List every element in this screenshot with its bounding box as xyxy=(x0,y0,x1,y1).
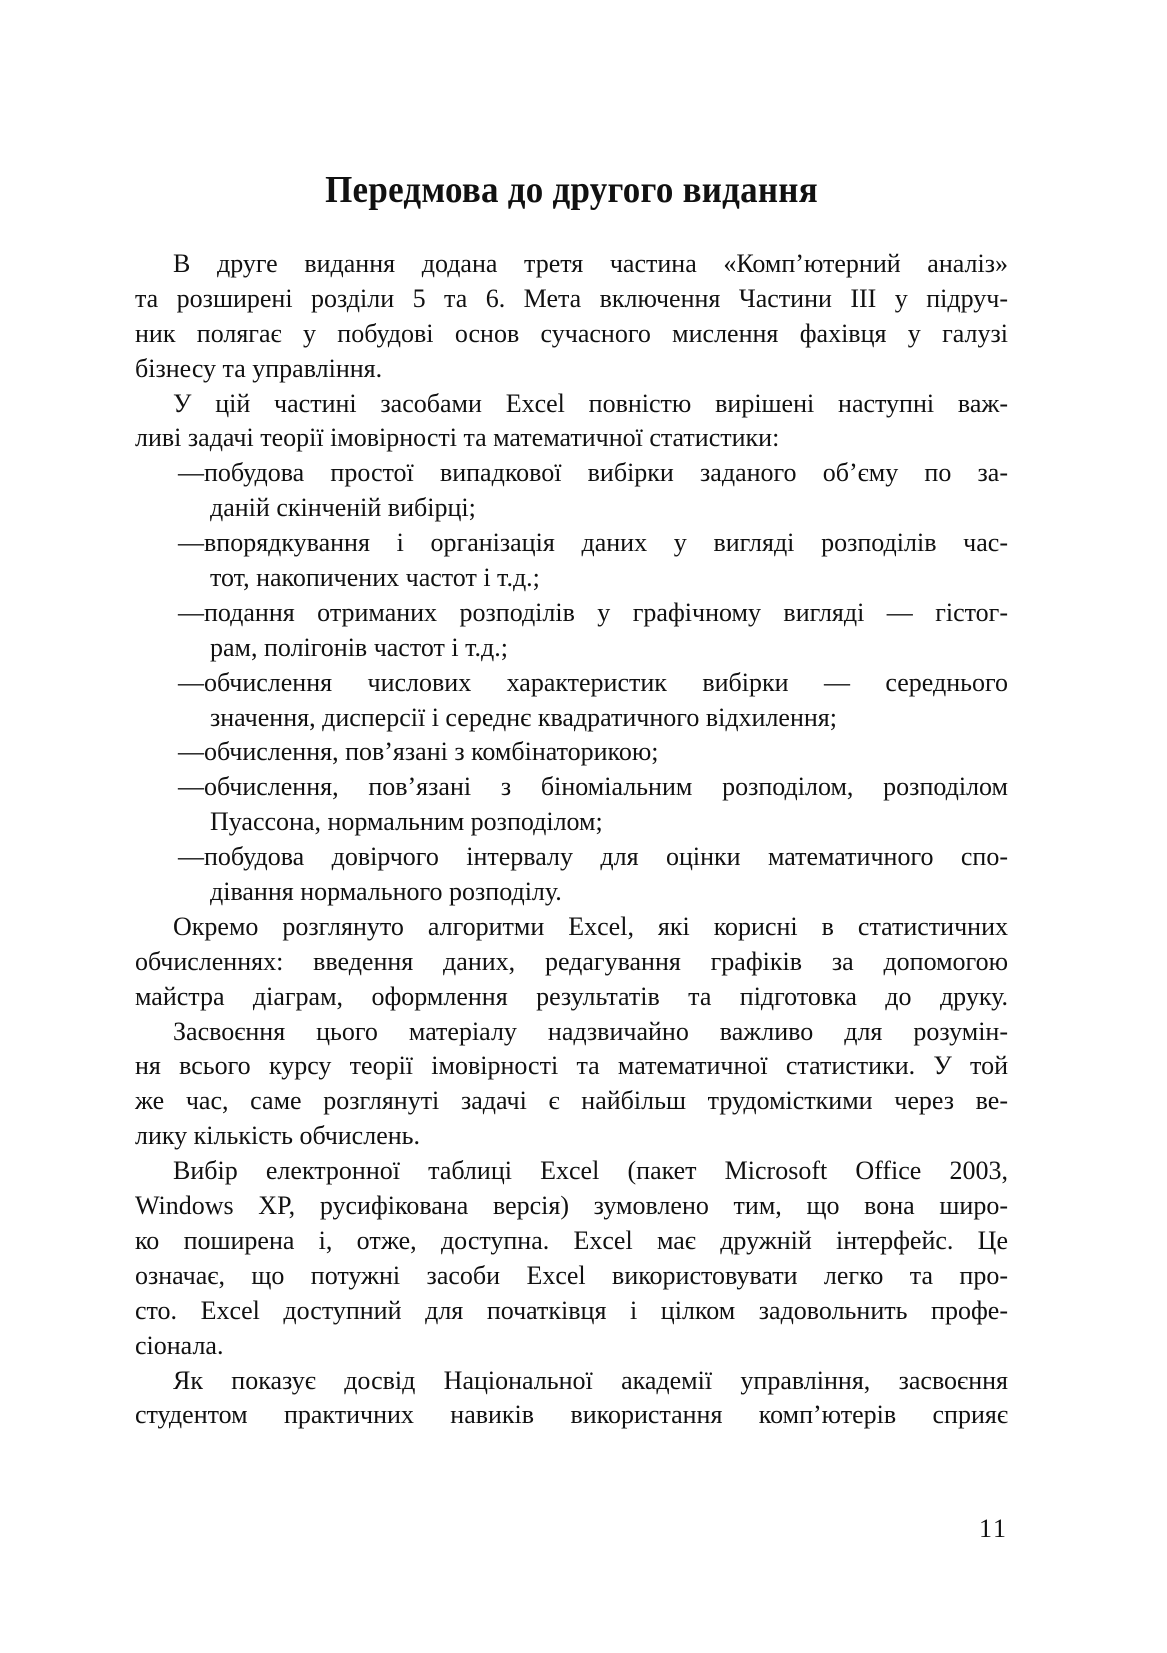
dash-bullet-icon: — xyxy=(178,772,204,802)
text-line: студентом практичних навиків використання комп’ютерів сприяє xyxy=(135,1400,1008,1430)
text-line: Як показує досвід Національної академії управління, засвоєння xyxy=(173,1365,1008,1395)
text-line: сіонала. xyxy=(135,1330,224,1360)
text-line: ник полягає у побудові основ сучасного мислення фахівця у галузі xyxy=(135,318,1008,348)
list-item-continuation: рам, полігонів частот і т.д.; xyxy=(210,632,508,662)
text-line: лику кількість обчислень. xyxy=(135,1121,421,1151)
dash-bullet-icon: — xyxy=(178,597,204,627)
page-title: Передмова до другого видання xyxy=(325,169,818,211)
text-line: В друге видання додана третя частина «Комп’ютерний аналіз» xyxy=(173,249,1008,278)
dash-bullet-icon: — xyxy=(178,842,204,872)
text-line: означає, що потужні засоби Excel використовувати легко та про- xyxy=(135,1260,1008,1290)
list-item-continuation: тот, накопичених частот і т.д.; xyxy=(210,563,540,593)
text-line: Окремо розглянуто алгоритми Excel, які корисні в статистичних xyxy=(173,911,1008,941)
list-item-continuation: Пуассона, нормальним розподілом; xyxy=(210,807,603,837)
list-item-continuation: значення, дисперсії і середнє квадратичного відхилення; xyxy=(210,702,837,732)
text-line: сто. Excel доступний для початківця і цілком задовольнить профе- xyxy=(135,1295,1008,1325)
text-line: же час, саме розглянуті задачі є найбільш трудомісткими через ве- xyxy=(135,1086,1008,1116)
list-item: —побудова довірчого інтервалу для оцінки математичного спо- xyxy=(178,842,1008,872)
text-line: майстра діаграм, оформлення результатів та підготовка до друку. xyxy=(135,981,1008,1011)
list-item: —обчислення числових характеристик вибірки — середнього xyxy=(178,667,1008,697)
dash-bullet-icon: — xyxy=(178,458,204,488)
dash-bullet-icon: — xyxy=(178,737,204,767)
list-item: —побудова простої випадкової вибірки заданого об’єму по за- xyxy=(178,458,1008,488)
text-line: Вибір електронної таблиці Excel (пакет Microsoft Office 2003, xyxy=(173,1156,1008,1186)
text-line: ко поширена і, отже, доступна. Excel має дружній інтерфейс. Це xyxy=(135,1225,1008,1255)
list-item: —обчислення, пов’язані з комбінаторикою; xyxy=(178,737,659,767)
text-line: ливі задачі теорії імовірності та математичної статистики: xyxy=(135,423,780,453)
list-item-continuation: даній скінченій вибірці; xyxy=(210,493,476,523)
dash-bullet-icon: — xyxy=(178,528,204,558)
list-item: —подання отриманих розподілів у графічному вигляді — гістог- xyxy=(178,597,1008,627)
preface-body xyxy=(135,247,1008,1433)
text-line: ня всього курсу теорії імовірності та математичної статистики. У той xyxy=(135,1051,1008,1081)
text-line: Windows XP, русифікована версія) зумовлено тим, що вона широ- xyxy=(135,1191,1008,1221)
text-line: У цій частині засобами Excel повністю вирішені наступні важ- xyxy=(173,388,1008,418)
list-item: —обчислення, пов’язані з біноміальним розподілом, розподілом xyxy=(178,772,1008,802)
text-line: Засвоєння цього матеріалу надзвичайно важливо для розумін- xyxy=(173,1016,1008,1046)
dash-bullet-icon: — xyxy=(178,667,204,697)
text-line: бізнесу та управління. xyxy=(135,353,383,383)
text-line: обчисленнях: введення даних, редагування графіків за допомогою xyxy=(135,946,1008,976)
page-number: 11 xyxy=(978,1514,1008,1543)
list-item: —впорядкування і організація даних у вигляді розподілів час- xyxy=(178,528,1008,558)
list-item-continuation: дівання нормального розподілу. xyxy=(210,877,562,907)
text-line: та розширені розділи 5 та 6. Мета включення Частини III у підруч- xyxy=(135,283,1008,313)
